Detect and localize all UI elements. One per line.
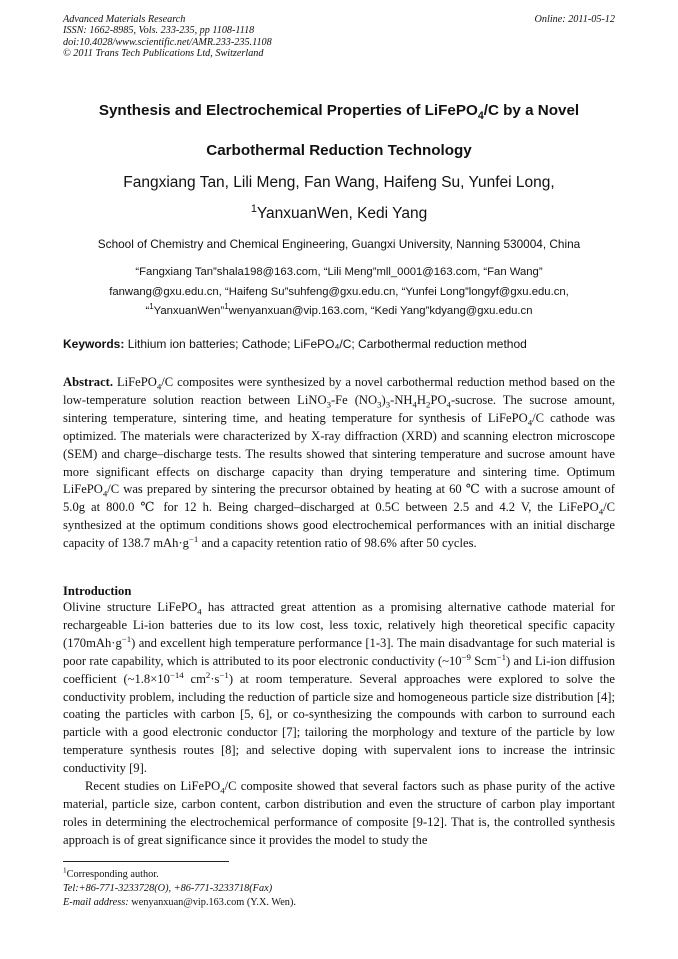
author-sup: 1	[250, 202, 257, 215]
title-text-b: /C by a Novel	[483, 102, 580, 119]
emails-line-2: fanwang@gxu.edu.cn, “Haifeng Su”suhfeng@gxu.edu.cn, “Yunfei Long”longyf@gxu.edu.cn,	[109, 285, 569, 298]
email-quote: “	[145, 305, 150, 317]
affiliation: School of Chemistry and Chemical Engineering, Guangxi University, Nanning 530004, China	[97, 237, 581, 251]
email-name: YanxuanWen”	[153, 305, 225, 317]
journal-header	[63, 14, 615, 59]
abs-t9: /C cathode was optimized. The materials were characterized by X-ray diffraction (XRD) and scanning electron microscope (SEM) and charge–discharge tests. The results showed that sintering temperature and sucrose amount have more significant effects on discharge capacity than drying temperature and sintering time. Optimum LiFePO	[63, 410, 615, 497]
intro-paragraph-2	[63, 778, 615, 850]
abs-sub5: 4	[412, 399, 417, 410]
emails-line-1: “Fangxiang Tan”shala198@163.com, “Lili Meng”mll_0001@163.com, “Fan Wang”	[135, 266, 543, 278]
intro-t2: has attracted great attention as a promising alternative cathode material for rechargeable Li-ion batteries due to its low cost, less toxic, relatively high theoretical specific capacity (170mAh·g	[63, 600, 615, 650]
title-line-1	[40, 91, 638, 131]
footnote-corresponding	[63, 868, 623, 882]
abs-sub1: 4	[156, 381, 162, 392]
online-date: Online: 2011-05-12	[534, 14, 615, 25]
keywords-text: Lithium ion batteries; Cathode; LiFePO₄/C; Carbothermal reduction method	[127, 337, 527, 351]
abs-t1: LiFePO	[116, 375, 157, 389]
abs-sub10: 4	[598, 506, 604, 517]
intro-p2-t1: Recent studies on LiFePO	[85, 779, 221, 794]
abs-t11: /C synthesized at the optimum conditions shows good electrochemical performances with an initial discharge capacity of 138.7 mAh·g	[63, 500, 615, 551]
introduction-heading: Introduction	[63, 584, 132, 598]
issn-line: ISSN: 1662-8985, Vols. 233-235, pp 1108-1118	[63, 25, 255, 37]
abs-sub9: 4	[102, 488, 108, 499]
title-line-2: Carbothermal Reduction Technology	[206, 142, 472, 159]
authors-line-2	[40, 198, 638, 229]
author-list	[40, 167, 638, 229]
abs-sub8: 4	[527, 417, 533, 428]
intro-sup7: −1	[219, 669, 229, 680]
keywords	[63, 337, 623, 351]
intro-t4: Scm	[470, 653, 497, 668]
abstract	[63, 374, 615, 553]
intro-t5: ) and Li-ion diffusion coefficient (~1.8×10	[63, 653, 615, 686]
intro-sub1: 4	[197, 606, 202, 617]
intro-sup3: −9	[461, 651, 471, 662]
abs-t2: /C composites were synthesized by a novel carbothermal reduction method based on the low-temperature solution reaction between LiNO	[63, 375, 615, 407]
abs-t7: PO	[430, 392, 447, 407]
footnote-email-text: wenyanxuan@vip.163.com (Y.X. Wen).	[128, 896, 296, 908]
footnote-tel: Tel:+86-771-3233728(O), +86-771-3233718(Fax)	[63, 882, 273, 894]
emails-line-3	[40, 302, 638, 322]
title-text-a: Synthesis and Electrochemical Properties of LiFePO	[98, 102, 478, 119]
abs-t8: -sucrose. The sucrose amount, sintering temperature, sintering time, and heating temperature for synthesis of LiFePO	[63, 392, 615, 425]
title-subscript: 4	[477, 110, 484, 123]
paper-title	[40, 91, 638, 171]
introduction-body	[63, 599, 615, 850]
authors-line-2-text: YanxuanWen, Kedi Yang	[256, 205, 428, 222]
intro-sup4: −1	[496, 651, 507, 662]
abs-t5: -NH	[390, 392, 413, 407]
intro-t8: ) at room temperature. Several approaches were explored to solve the conductivity problem, including the reduction of particle size and homogeneous particle size distribution [4]; coating the particles with carbon [5, 6], or co-synthesizing the compounds with carbon to surround each particle with a good electronic conductor [7]; tailoring the morphology and texture of the particle by low temperature synthesis routes [8]; and selective doping with supervalent ions to increase the intrinsic conductivity [9].	[63, 671, 615, 776]
footnote-corresponding-text: Corresponding author.	[66, 869, 159, 880]
abs-t3: -Fe (NO	[330, 392, 378, 407]
journal-name: Advanced Materials Research	[63, 14, 186, 25]
intro-t3: ) and excellent high temperature performance [1-3]. The main disadvantage for such material is poor rate capability, which is attributed to its poor electronic conductivity (~10	[63, 635, 615, 668]
intro-paragraph-1	[63, 599, 615, 778]
footnote-sup: 1	[63, 866, 67, 875]
abs-t10: /C was prepared by sintering the precursor obtained by heating at 60 ℃ with a sucrose amount of 5.0g at 800.0 ℃ for 12 h. Being charged–discharged at 0.5C between 2.5 and 4.2 V, the LiFePO	[63, 482, 615, 515]
footnote-email-label: E-mail address:	[63, 896, 129, 908]
abs-t6: H	[416, 392, 427, 407]
intro-sup6: 2	[205, 669, 211, 680]
intro-p2-sub1: 4	[220, 785, 225, 796]
intro-t7: ·s	[210, 671, 220, 686]
authors-line-1: Fangxiang Tan, Lili Meng, Fan Wang, Haifeng Su, Yunfei Long,	[123, 174, 555, 191]
abs-sub3: 3	[377, 399, 382, 410]
intro-t1: Olivine structure LiFePO	[63, 600, 198, 614]
email-sup-2: 1	[224, 302, 229, 312]
abs-t4: )	[381, 392, 386, 407]
abs-sub2: 3	[326, 399, 331, 410]
footnote-divider	[63, 861, 229, 862]
email-rest: wenyanxuan@vip.163.com, “Kedi Yang”kdyang@gxu.edu.cn	[228, 305, 533, 317]
abs-sup11: −1	[188, 533, 199, 544]
copyright-line: © 2011 Trans Tech Publications Ltd, Switzerland	[63, 47, 264, 59]
abs-sub7: 4	[446, 399, 451, 410]
abs-t12: and a capacity retention ratio of 98.6% after 50 cycles.	[198, 536, 477, 551]
keywords-label: Keywords:	[63, 337, 125, 351]
intro-sup2: −1	[121, 633, 132, 644]
intro-t6: cm	[183, 671, 206, 686]
abs-sub4: 3	[385, 399, 391, 410]
doi-line: doi:10.4028/www.scientific.net/AMR.233-235.1108	[63, 36, 272, 48]
intro-p2-t2: /C composite showed that several factors such as phase purity of the active material, particle size, carbon content, carbon distribution and even the structure of carbon play important roles in determining the electrochemical performance of composite [9-12]. That is, the controlled synthesis approach is of great significance since it provides the model to study the	[63, 779, 615, 847]
abs-sub6: 2	[426, 399, 431, 410]
email-sup: 1	[149, 302, 154, 312]
footnote	[63, 868, 623, 909]
intro-sup5: −14	[169, 669, 184, 680]
author-emails	[40, 263, 638, 322]
abstract-label: Abstract.	[63, 375, 114, 389]
footnote-email	[63, 896, 623, 910]
